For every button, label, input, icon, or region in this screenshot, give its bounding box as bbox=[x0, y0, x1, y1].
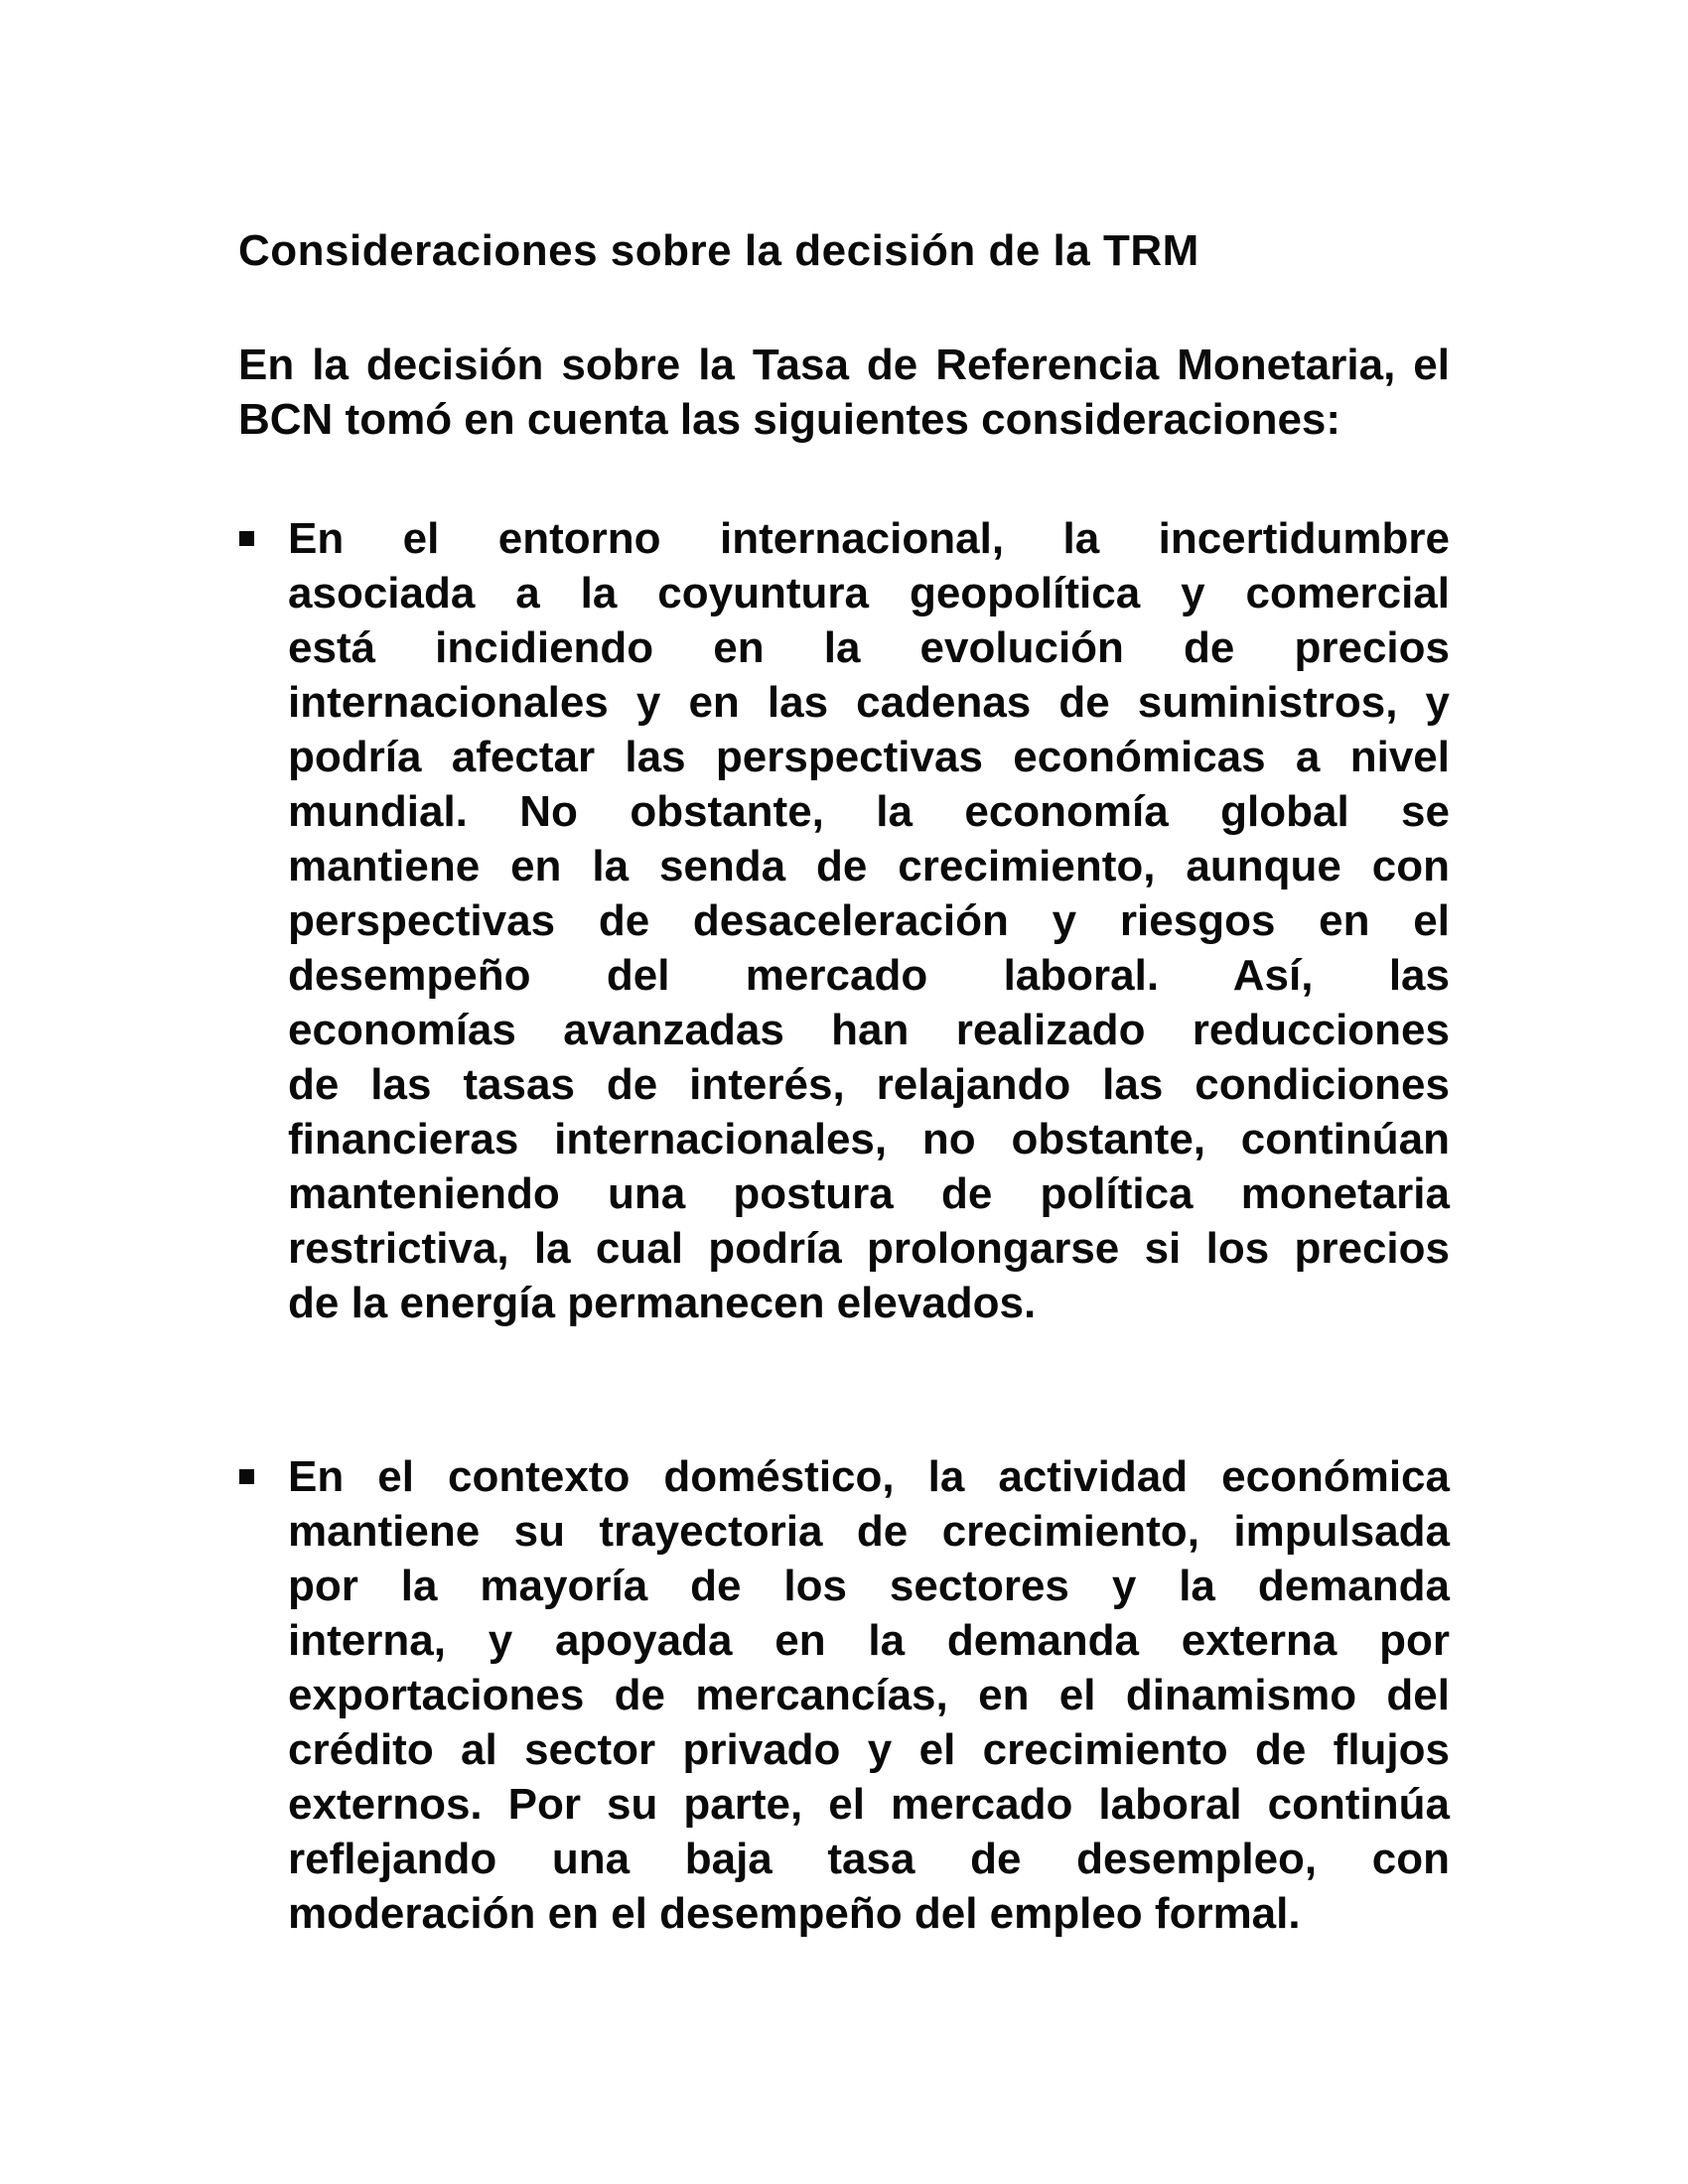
text-line: economías avanzadas han realizado reducciones bbox=[288, 1006, 1450, 1054]
text-line: está incidiendo en la evolución de precios bbox=[288, 623, 1450, 672]
text-line: restrictiva, la cual podría prolongarse si los precios bbox=[288, 1224, 1450, 1273]
text-line: podría afectar las perspectivas económicas a nivel bbox=[288, 733, 1450, 781]
text-line: de la energía permanecen elevados. bbox=[288, 1279, 1037, 1327]
text-line: moderación en el desempeño del empleo formal. bbox=[288, 1889, 1301, 1938]
text-line: manteniendo una postura de política monetaria bbox=[288, 1169, 1450, 1218]
text-line: mantiene su trayectoria de crecimiento, impulsada bbox=[288, 1507, 1450, 1556]
text-line: perspectivas de desaceleración y riesgos en el bbox=[288, 896, 1450, 945]
text-line: crédito al sector privado y el crecimiento de flujos bbox=[288, 1725, 1450, 1774]
considerations-list bbox=[238, 511, 1450, 1941]
text-line: asociada a la coyuntura geopolítica y comercial bbox=[288, 569, 1450, 617]
text-line: En el contexto doméstico, la actividad económica bbox=[288, 1452, 1450, 1501]
list-item-domestic-context bbox=[238, 1449, 1450, 1941]
text-line: En el entorno internacional, la incertidumbre bbox=[288, 514, 1450, 563]
bullet-paragraph bbox=[288, 1449, 1450, 1941]
intro-paragraph bbox=[238, 338, 1450, 447]
text-line: interna, y apoyada en la demanda externa por bbox=[288, 1616, 1450, 1665]
text-line: internacionales y en las cadenas de suministros, y bbox=[288, 678, 1450, 727]
document-title: Consideraciones sobre la decisión de la TRM bbox=[238, 226, 1199, 275]
text-line: de las tasas de interés, relajando las condiciones bbox=[288, 1060, 1450, 1109]
square-bullet-icon bbox=[239, 1469, 254, 1484]
list-item-international-context bbox=[238, 511, 1450, 1330]
square-bullet-icon bbox=[239, 531, 254, 546]
text-line: desempeño del mercado laboral. Así, las bbox=[288, 951, 1450, 1000]
bullet-paragraph bbox=[288, 511, 1450, 1330]
text-line: mantiene en la senda de crecimiento, aunque con bbox=[288, 842, 1450, 890]
text-line: mundial. No obstante, la economía global se bbox=[288, 787, 1450, 836]
text-line: externos. Por su parte, el mercado laboral continúa bbox=[288, 1780, 1450, 1829]
text-line: exportaciones de mercancías, en el dinamismo del bbox=[288, 1671, 1450, 1719]
text-line: por la mayoría de los sectores y la demanda bbox=[288, 1562, 1450, 1610]
text-line: financieras internacionales, no obstante, continúan bbox=[288, 1115, 1450, 1163]
text-line: En la decisión sobre la Tasa de Referencia Monetaria, el bbox=[238, 341, 1450, 389]
text-line: reflejando una baja tasa de desempleo, con bbox=[288, 1835, 1450, 1883]
text-line: BCN tomó en cuenta las siguientes consideraciones: bbox=[238, 395, 1341, 444]
